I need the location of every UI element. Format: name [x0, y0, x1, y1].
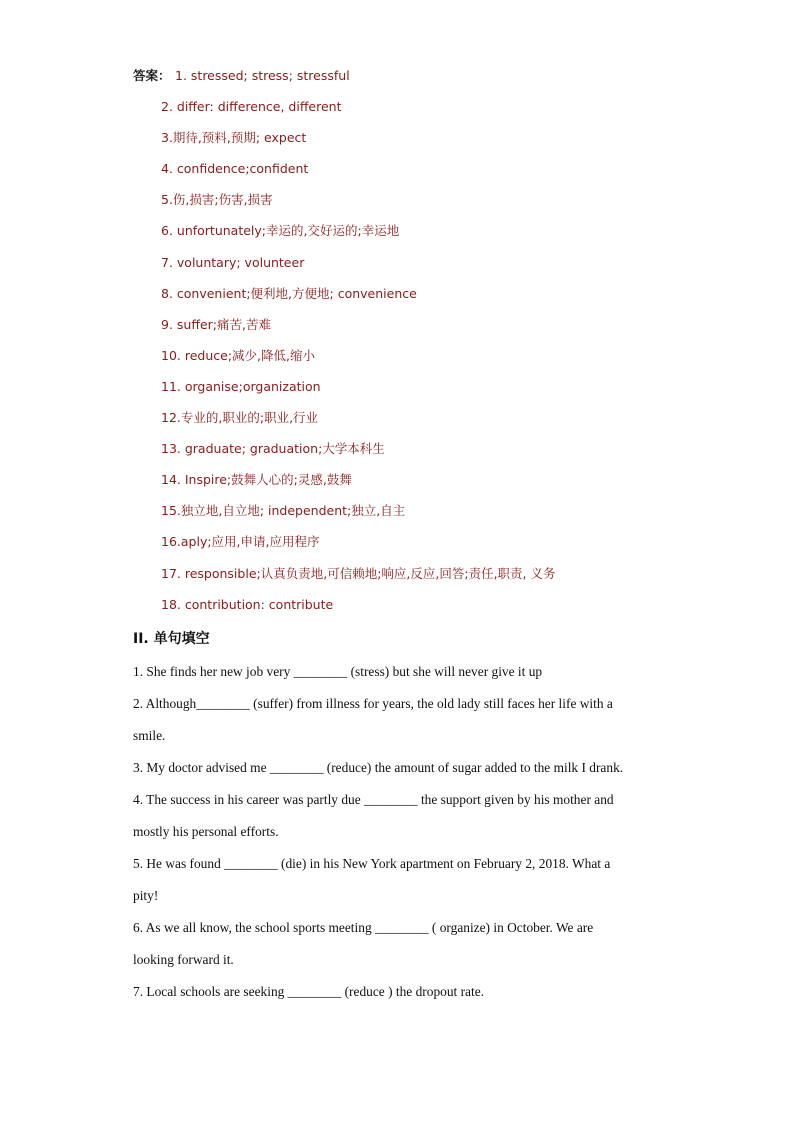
answer-item: 18. contribution: contribute — [161, 596, 334, 612]
answer-row — [133, 595, 555, 626]
answer-row — [133, 66, 555, 97]
answer-row — [133, 221, 555, 252]
answer-row — [133, 284, 555, 315]
answer-item: 7. voluntary; volunteer — [161, 254, 305, 270]
exercise-line: 1. She finds her new job very ________ (stress) but she will never give it up — [133, 664, 543, 679]
answer-item: 2. differ: difference, different — [161, 99, 342, 115]
answer-item: 15.独立地,自立地; independent;独立,自主 — [161, 503, 406, 519]
answer-label: 答案： — [133, 68, 171, 83]
answer-row — [133, 253, 555, 284]
exercise-line: smile. — [133, 728, 166, 743]
answer-row — [133, 128, 555, 159]
answer-row — [133, 470, 555, 501]
answer-row — [133, 377, 555, 408]
exercise-line: looking forward it. — [133, 952, 234, 967]
answer-item: 17. responsible;认真负责地,可信赖地;响应,反应,回答;责任,职责, 义务 — [161, 565, 556, 581]
answer-item: 8. convenient;便利地,方便地; convenience — [161, 285, 417, 301]
exercise-line: 6. As we all know, the school sports meeting ________ ( organize) in October. We are — [133, 920, 594, 935]
answer-row — [133, 346, 555, 377]
answer-item: 10. reduce;减少,降低,缩小 — [161, 347, 315, 363]
exercise-line: mostly his personal efforts. — [133, 824, 279, 839]
answer-item: 14. Inspire;鼓舞人心的;灵感,鼓舞 — [161, 472, 352, 488]
exercise-list — [133, 662, 653, 1014]
answer-item: 6. unfortunately;幸运的,交好运的;幸运地 — [161, 223, 400, 239]
answer-item: 12.专业的,职业的;职业,行业 — [161, 410, 319, 426]
answer-row — [133, 532, 555, 563]
answer-item: 11. organise;organization — [161, 378, 321, 394]
answer-row — [133, 439, 555, 470]
answer-row — [133, 159, 555, 190]
answer-key — [133, 66, 555, 626]
answer-row — [133, 501, 555, 532]
exercise-line: 5. He was found ________ (die) in his New York apartment on February 2, 2018. What a — [133, 856, 611, 871]
answer-row — [133, 408, 555, 439]
answer-item: 16.aply;应用,申请,应用程序 — [161, 534, 320, 550]
exercise-line: 4. The success in his career was partly due ________ the support given by his mother and — [133, 792, 614, 807]
exercise-line: 3. My doctor advised me ________ (reduce) the amount of sugar added to the milk I drank. — [133, 760, 624, 775]
answer-item: 3.期待,预料,预期; expect — [161, 130, 307, 146]
answer-row — [133, 190, 555, 221]
answer-row — [133, 564, 555, 595]
section-title: II. 单句填空 — [133, 631, 210, 647]
answer-item: 9. suffer;痛苦,苦难 — [161, 316, 271, 332]
exercise-line: 2. Although________ (suffer) from illness for years, the old lady still faces her life with a — [133, 696, 613, 711]
exercise-line: pity! — [133, 888, 159, 903]
answer-row — [133, 97, 555, 128]
answer-item: 13. graduate; graduation;大学本科生 — [161, 441, 385, 457]
answer-row — [133, 315, 555, 346]
answer-item: 4. confidence;confident — [161, 161, 309, 177]
answer-item: 5.伤,损害;伤害,损害 — [161, 192, 273, 208]
answer-item: 1. stressed; stress; stressful — [175, 68, 350, 83]
exercise-line: 7. Local schools are seeking ________ (reduce ) the dropout rate. — [133, 984, 485, 999]
